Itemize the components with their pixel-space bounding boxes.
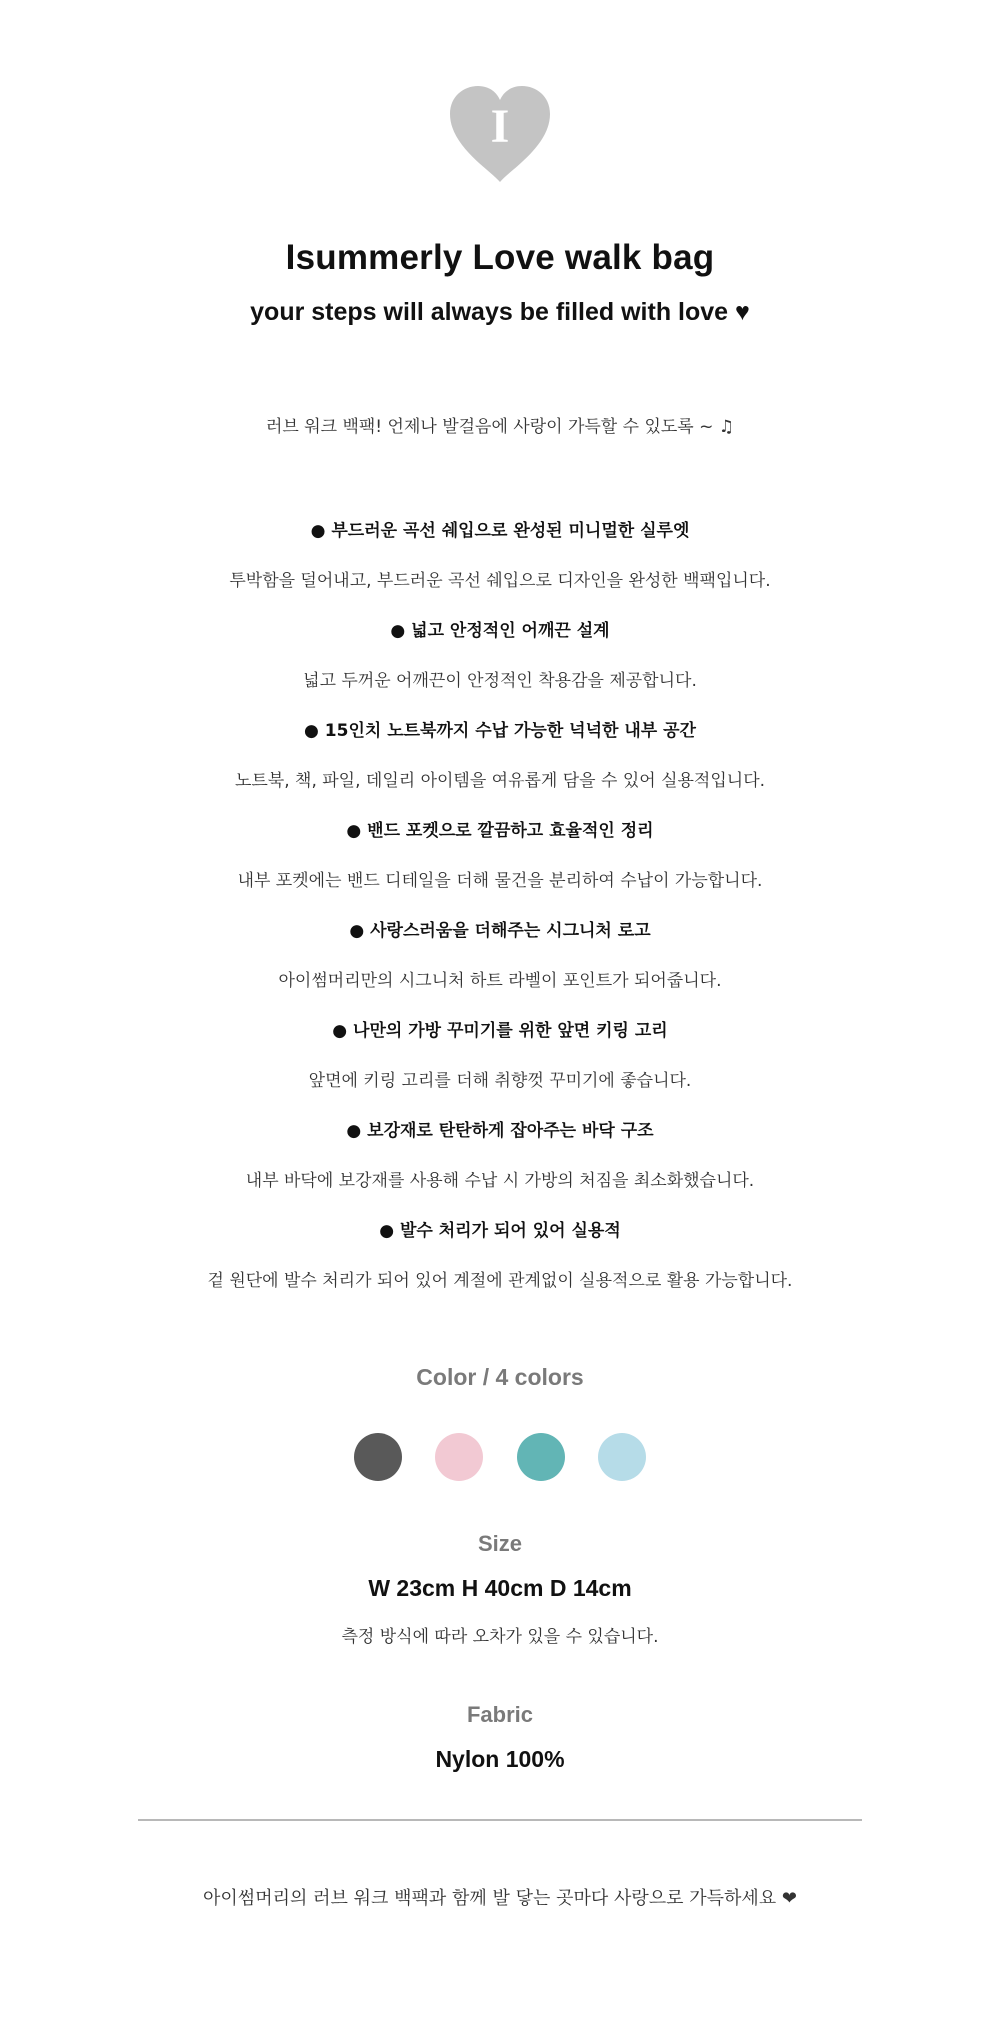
feature-heading: ● 보강재로 탄탄하게 잡아주는 바닥 구조 <box>346 1121 654 1141</box>
feature-description: 아이썸머리만의 시그니처 하트 라벨이 포인트가 되어줍니다. <box>278 971 722 991</box>
feature-description: 앞면에 키링 고리를 더해 취향껏 꾸미기에 좋습니다. <box>308 1071 692 1091</box>
product-title: Isummerly Love walk bag <box>285 238 715 277</box>
fabric-label: Fabric <box>466 1702 534 1727</box>
heart-logo-icon <box>446 84 554 184</box>
feature-heading: ● 밴드 포켓으로 깔끔하고 효율적인 정리 <box>346 821 654 841</box>
intro-text: 러브 워크 백팩! 언제나 발걸음에 사랑이 가득할 수 있도록 ~ ♫ <box>265 417 735 437</box>
feature-heading: ● 15인치 노트북까지 수납 가능한 넉넉한 내부 공간 <box>304 721 696 741</box>
product-subtitle: your steps will always be filled with love ♥ <box>250 298 750 326</box>
feature-heading: ● 넓고 안정적인 어깨끈 설계 <box>390 621 610 641</box>
feature-description: 겉 원단에 발수 처리가 되어 있어 계절에 관계없이 실용적으로 활용 가능합니다. <box>207 1271 793 1291</box>
fabric-value: Nylon 100% <box>435 1746 565 1772</box>
divider <box>138 1819 862 1821</box>
closing-text: 아이썸머리의 러브 워크 백팩과 함께 발 닿는 곳마다 사랑으로 가득하세요 ❤ <box>203 1888 797 1909</box>
color-swatch-charcoal[interactable] <box>354 1433 402 1481</box>
color-swatch-light-blue[interactable] <box>598 1433 646 1481</box>
size-note: 측정 방식에 따라 오차가 있을 수 있습니다. <box>341 1627 659 1647</box>
color-swatches <box>354 1433 646 1483</box>
feature-description: 내부 포켓에는 밴드 디테일을 더해 물건을 분리하여 수납이 가능합니다. <box>237 871 763 891</box>
feature-description: 투박함을 덜어내고, 부드러운 곡선 쉐입으로 디자인을 완성한 백팩입니다. <box>229 571 771 591</box>
size-label: Size <box>477 1531 523 1556</box>
size-value: W 23cm H 40cm D 14cm <box>368 1575 632 1601</box>
feature-heading: ● 부드러운 곡선 쉐입으로 완성된 미니멀한 실루엣 <box>310 521 690 541</box>
feature-heading: ● 발수 처리가 되어 있어 실용적 <box>379 1221 621 1241</box>
feature-heading: ● 사랑스러움을 더해주는 시그니처 로고 <box>349 921 651 941</box>
feature-description: 내부 바닥에 보강재를 사용해 수납 시 가방의 처짐을 최소화했습니다. <box>245 1171 755 1191</box>
feature-description: 노트북, 책, 파일, 데일리 아이템을 여유롭게 담을 수 있어 실용적입니다. <box>234 771 766 791</box>
color-label: Color / 4 colors <box>416 1364 584 1390</box>
feature-description: 넓고 두꺼운 어깨끈이 안정적인 착용감을 제공합니다. <box>303 671 697 691</box>
color-swatch-teal[interactable] <box>517 1433 565 1481</box>
color-swatch-pink[interactable] <box>435 1433 483 1481</box>
feature-heading: ● 나만의 가방 꾸미기를 위한 앞면 키링 고리 <box>332 1021 668 1041</box>
logo-letter: I <box>490 100 510 153</box>
